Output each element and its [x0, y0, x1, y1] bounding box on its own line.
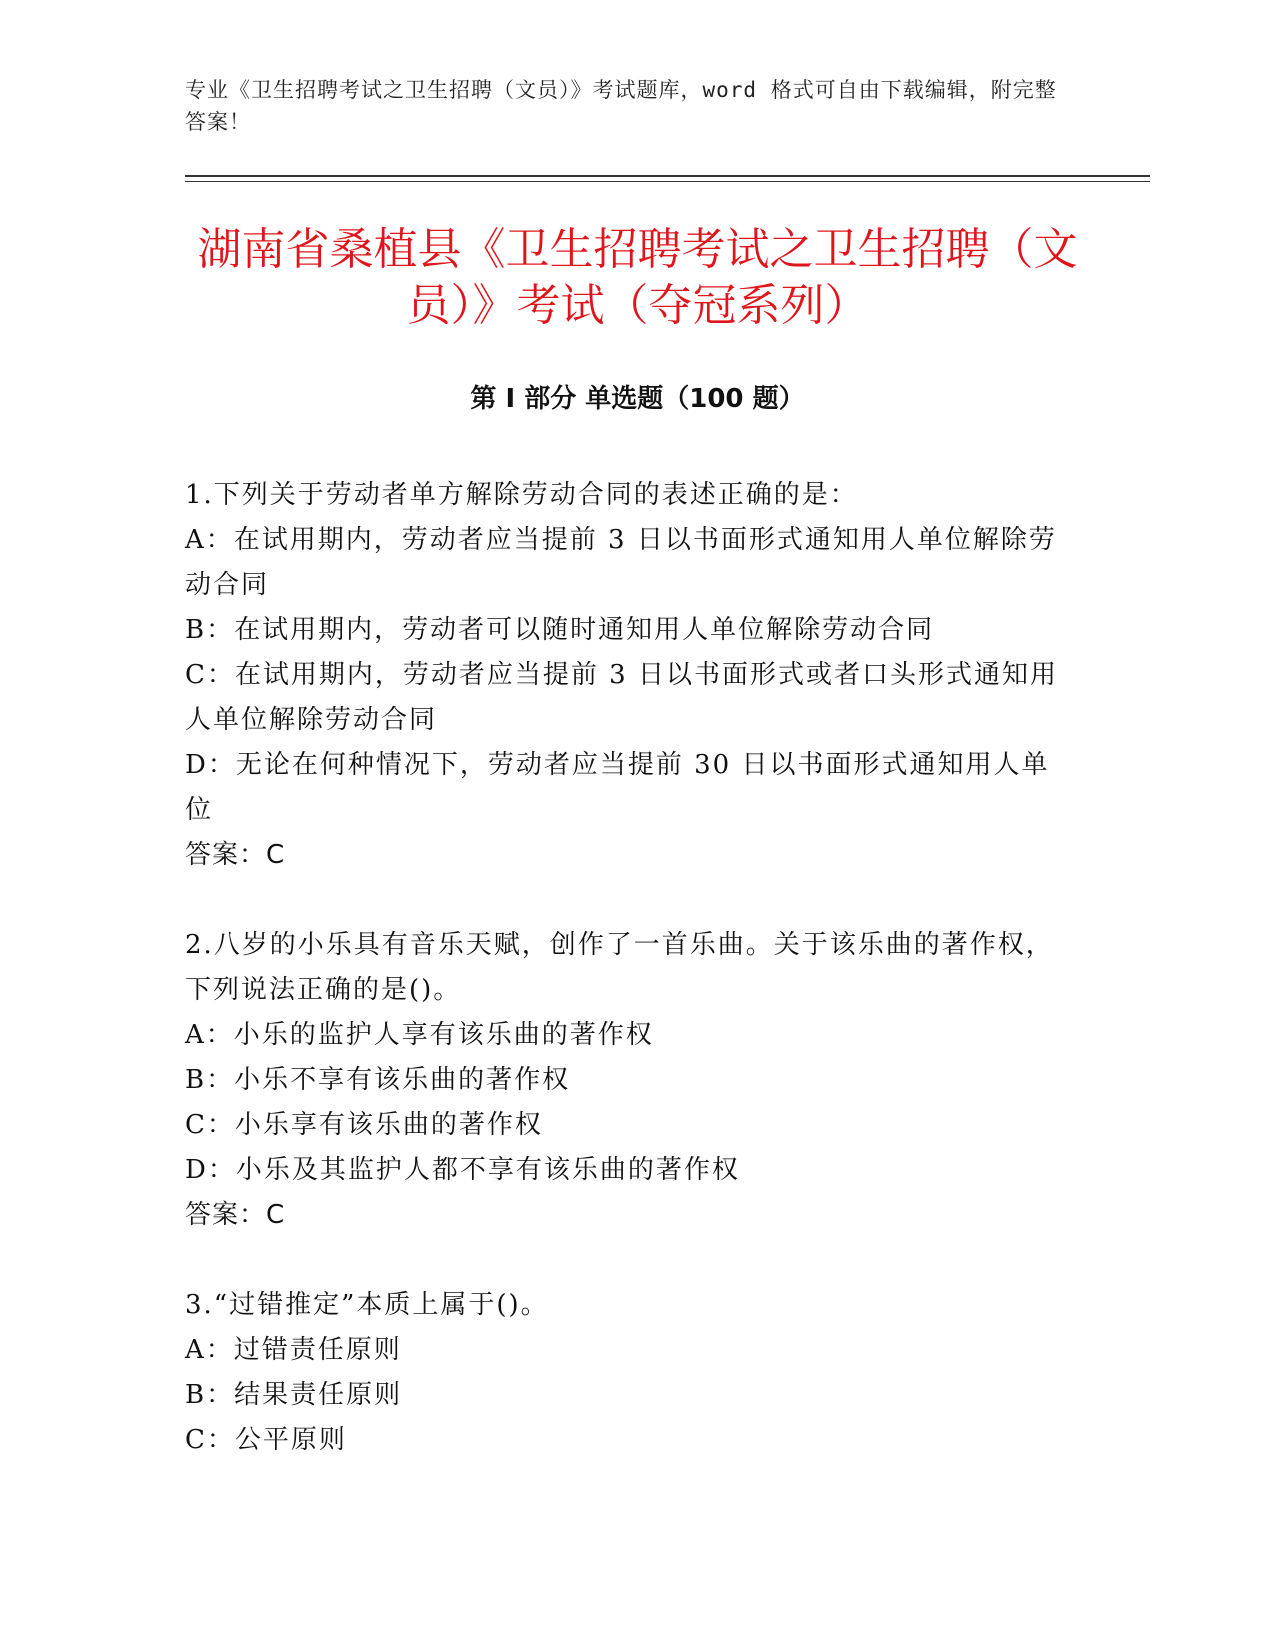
option-d: D：无论在何种情况下，劳动者应当提前 30 日以书面形式通知用人单位: [185, 750, 1050, 825]
option-c: C：在试用期内，劳动者应当提前 3 日以书面形式或者口头形式通知用人单位解除劳动合同: [185, 660, 1058, 735]
document-title: 湖南省桑植县《卫生招聘考试之卫生招聘（文员）》考试（夺冠系列）: [197, 224, 1078, 331]
header-note: 专业《卫生招聘考试之卫生招聘（文员）》考试题库，word 格式可自由下载编辑，附完整答案！: [185, 78, 1057, 134]
option-c: C：公平原则: [185, 1425, 347, 1455]
option-b: B：小乐不享有该乐曲的著作权: [185, 1065, 571, 1095]
option-a: A：过错责任原则: [185, 1335, 402, 1365]
answer: 答案：C: [185, 840, 286, 870]
header-divider-thick: [185, 175, 1150, 177]
option-a: A：小乐的监护人享有该乐曲的著作权: [185, 1020, 654, 1050]
question-3: [185, 1283, 1075, 1463]
answer: 答案：C: [185, 1200, 286, 1230]
question-stem: 3.“过错推定”本质上属于()。: [185, 1290, 549, 1320]
question-list: [185, 473, 1075, 1508]
question-1: [185, 473, 1075, 878]
option-b: B：在试用期内，劳动者可以随时通知用人单位解除劳动合同: [185, 615, 935, 645]
option-a: A：在试用期内，劳动者应当提前 3 日以书面形式通知用人单位解除劳动合同: [185, 525, 1057, 600]
option-d: D：小乐及其监护人都不享有该乐曲的著作权: [185, 1155, 740, 1185]
question-stem: 2.八岁的小乐具有音乐天赋，创作了一首乐曲。关于该乐曲的著作权，下列说法正确的是()。: [185, 930, 1054, 1005]
section-heading: 第 I 部分 单选题（100 题）: [470, 384, 805, 414]
question-2: [185, 923, 1075, 1238]
option-c: C：小乐享有该乐曲的著作权: [185, 1110, 543, 1140]
option-b: B：结果责任原则: [185, 1380, 403, 1410]
header-divider-thin: [185, 181, 1150, 182]
question-stem: 1.下列关于劳动者单方解除劳动合同的表述正确的是：: [185, 480, 858, 510]
